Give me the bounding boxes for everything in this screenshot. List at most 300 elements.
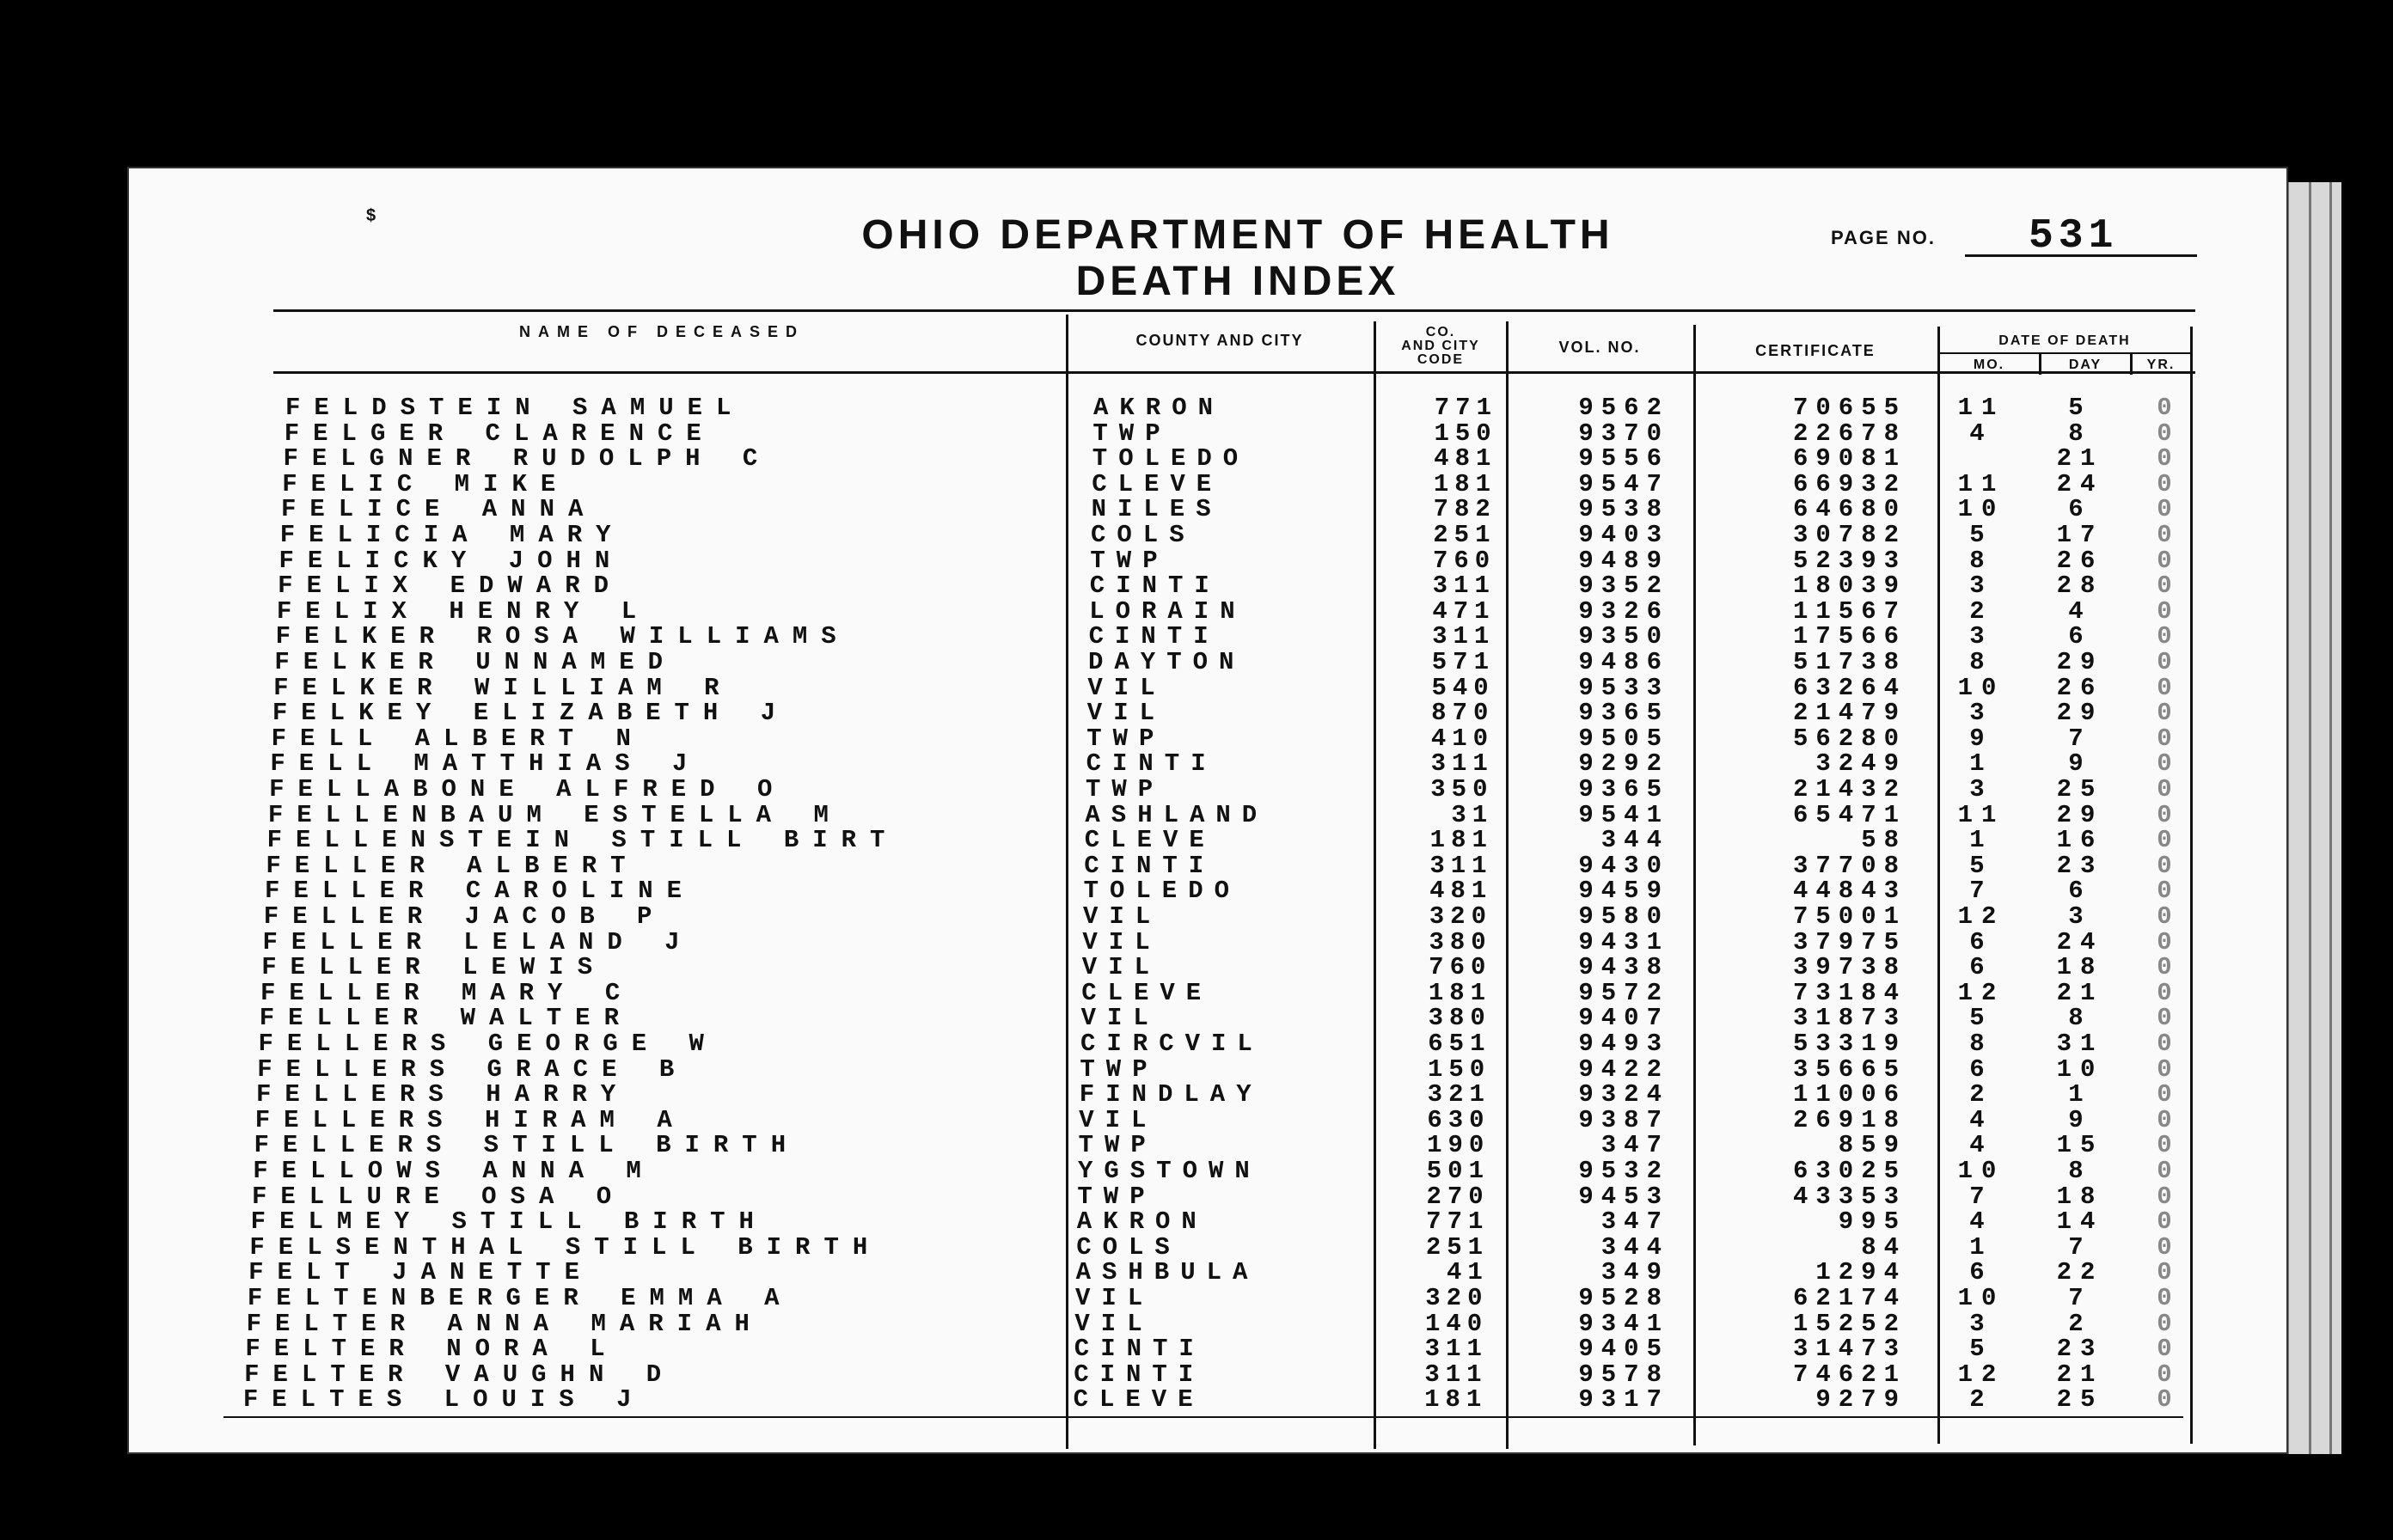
death-year: 0 <box>2157 1105 2172 1134</box>
certificate-number: 75001 <box>1792 902 1906 931</box>
death-month: 4 <box>1969 1131 1993 1160</box>
certificate-number: 74621 <box>1792 1360 1906 1389</box>
certificate-number: 65471 <box>1792 800 1906 829</box>
death-day: 3 <box>2068 902 2092 931</box>
death-day: 22 <box>2056 1258 2104 1287</box>
deceased-name: FELLENSTEIN STILL BIRT <box>266 826 899 855</box>
city-code: 270 <box>1426 1182 1490 1211</box>
death-year: 0 <box>2157 1131 2172 1160</box>
table-row <box>0 571 2393 601</box>
volume-number: 9405 <box>1578 1335 1669 1364</box>
deceased-name: FELGNER RUDOLPH C <box>283 444 772 474</box>
death-year: 0 <box>2157 826 2172 855</box>
city-code: 181 <box>1428 978 1492 1007</box>
volume-number: 9341 <box>1578 1309 1669 1338</box>
death-day: 28 <box>2056 571 2104 601</box>
death-day: 8 <box>2068 1157 2092 1185</box>
death-day: 8 <box>2068 419 2092 448</box>
volume-number: 9350 <box>1578 622 1669 651</box>
city-code: 651 <box>1428 1030 1491 1058</box>
deceased-name: FELIX HENRY L <box>276 596 651 626</box>
county-city: ASHBULA <box>1075 1258 1259 1287</box>
death-year: 0 <box>2157 775 2172 804</box>
county-city: VIL <box>1079 1105 1158 1134</box>
death-day: 15 <box>2056 1131 2104 1160</box>
certificate-number: 9279 <box>1815 1385 1906 1415</box>
volume-number: 9352 <box>1578 571 1669 601</box>
county-city: CINTI <box>1089 571 1221 601</box>
city-code: 870 <box>1431 699 1495 728</box>
death-year: 0 <box>2157 444 2172 474</box>
city-code: 782 <box>1433 495 1496 524</box>
table-row <box>0 978 2393 1007</box>
death-year: 0 <box>2157 1360 2172 1389</box>
deceased-name: FELKER WILLIAM R <box>273 673 733 702</box>
death-day: 16 <box>2056 826 2104 855</box>
certificate-number: 31473 <box>1792 1335 1906 1364</box>
volume-number: 347 <box>1600 1207 1669 1237</box>
death-day: 7 <box>2068 1284 2092 1312</box>
table-row <box>0 546 2393 575</box>
deceased-name: FELICE ANNA <box>280 495 597 524</box>
table-row <box>0 1131 2393 1160</box>
volume-number: 9578 <box>1578 1360 1669 1389</box>
deceased-name: FELIX EDWARD <box>278 571 623 601</box>
volume-number: 9403 <box>1578 521 1669 549</box>
deceased-name: FELICKY JOHN <box>278 546 624 575</box>
county-city: TWP <box>1086 775 1165 804</box>
city-code: 571 <box>1431 648 1495 676</box>
certificate-number: 52393 <box>1792 546 1906 575</box>
county-city: TWP <box>1080 1054 1159 1084</box>
death-month: 11 <box>1957 469 2005 498</box>
volume-number: 9365 <box>1578 775 1669 804</box>
table-row <box>0 394 2393 422</box>
table-row <box>0 648 2393 676</box>
death-day: 5 <box>2068 394 2092 422</box>
table-row <box>0 1309 2393 1338</box>
certificate-number: 1294 <box>1815 1258 1906 1287</box>
city-code: 760 <box>1429 953 1492 982</box>
death-year: 0 <box>2157 1232 2172 1262</box>
death-month: 12 <box>1957 978 2005 1007</box>
death-year: 0 <box>2157 1207 2172 1237</box>
document-title: OHIO DEPARTMENT OF HEALTH <box>861 212 1614 258</box>
table-row <box>0 1157 2393 1185</box>
city-code: 481 <box>1434 444 1497 474</box>
volume-number: 9370 <box>1578 419 1669 448</box>
county-city: LORAIN <box>1089 596 1246 626</box>
volume-number: 9422 <box>1578 1054 1669 1084</box>
death-day: 29 <box>2056 699 2104 728</box>
death-year: 0 <box>2157 1284 2172 1312</box>
volume-number: 9324 <box>1578 1080 1669 1109</box>
city-code: 311 <box>1424 1360 1488 1389</box>
volume-number: 9541 <box>1578 800 1669 829</box>
death-day: 21 <box>2056 444 2104 474</box>
certificate-number: 11006 <box>1792 1080 1906 1109</box>
certificate-number: 37975 <box>1792 927 1906 956</box>
death-day: 25 <box>2056 775 2104 804</box>
city-code: 181 <box>1433 469 1497 498</box>
death-day: 4 <box>2068 596 2092 626</box>
deceased-name: FELLURE OSA O <box>251 1182 626 1211</box>
volume-number: 9317 <box>1578 1385 1669 1415</box>
death-day: 21 <box>2056 978 2104 1007</box>
city-code: 380 <box>1428 1004 1491 1033</box>
death-year: 0 <box>2157 495 2172 524</box>
county-city: CLEVE <box>1081 978 1213 1007</box>
table-row <box>0 596 2393 626</box>
death-month: 8 <box>1969 1030 1993 1058</box>
city-code: 311 <box>1424 1335 1488 1364</box>
death-month: 3 <box>1969 622 1993 651</box>
volume-number: 9292 <box>1578 749 1669 779</box>
table-row <box>0 1207 2393 1237</box>
county-city: CIRCVIL <box>1080 1030 1264 1058</box>
county-city: COLS <box>1091 521 1196 549</box>
certificate-number: 73184 <box>1792 978 1906 1007</box>
certificate-number: 44843 <box>1792 877 1906 906</box>
death-month: 12 <box>1957 902 2005 931</box>
county-city: VIL <box>1081 953 1161 982</box>
death-day: 18 <box>2056 1182 2104 1211</box>
volume-number: 9438 <box>1578 953 1669 982</box>
death-year: 0 <box>2157 724 2172 753</box>
volume-number: 9430 <box>1578 851 1669 880</box>
table-row <box>0 1335 2393 1364</box>
table-row <box>0 851 2393 880</box>
volume-number: 9562 <box>1578 394 1669 422</box>
death-month: 11 <box>1957 394 2005 422</box>
death-year: 0 <box>2157 1335 2172 1364</box>
volume-number: 9580 <box>1578 902 1669 931</box>
city-code: 181 <box>1429 826 1493 855</box>
city-code: 150 <box>1427 1054 1491 1084</box>
county-city: COLS <box>1076 1232 1181 1262</box>
death-day: 17 <box>2056 521 2104 549</box>
death-month: 7 <box>1969 1182 1993 1211</box>
county-city: CINTI <box>1084 851 1215 880</box>
page-number-label: PAGE NO. <box>1831 227 1936 248</box>
certificate-number: 58 <box>1861 826 1906 855</box>
city-code: 311 <box>1430 749 1494 779</box>
table-row <box>0 927 2393 956</box>
table-row <box>0 419 2393 448</box>
col-header-code-2: AND CITY <box>1401 339 1480 353</box>
deceased-name: FELLERS GRACE B <box>257 1054 689 1084</box>
death-month: 10 <box>1957 673 2005 702</box>
county-city: AKRON <box>1076 1207 1208 1237</box>
certificate-number: 859 <box>1838 1131 1906 1160</box>
table-row <box>0 1284 2393 1312</box>
death-day: 23 <box>2056 851 2104 880</box>
table-row <box>0 724 2393 753</box>
county-city: YGSTOWN <box>1078 1157 1261 1185</box>
volume-number: 344 <box>1600 826 1669 855</box>
deceased-name: FELKER UNNAMED <box>274 648 677 676</box>
death-year: 0 <box>2157 622 2172 651</box>
table-row <box>0 1385 2393 1415</box>
death-year: 0 <box>2157 978 2172 1007</box>
death-day: 6 <box>2068 495 2092 524</box>
death-month: 5 <box>1969 1335 1993 1364</box>
county-city: VIL <box>1087 673 1166 702</box>
death-year: 0 <box>2157 749 2172 779</box>
certificate-number: 43353 <box>1792 1182 1906 1211</box>
death-year: 0 <box>2157 953 2172 982</box>
county-city: VIL <box>1075 1284 1154 1312</box>
city-code: 540 <box>1431 673 1495 702</box>
death-year: 0 <box>2157 902 2172 931</box>
death-year: 0 <box>2157 673 2172 702</box>
deceased-name: FELL ALBERT N <box>271 724 645 753</box>
death-year: 0 <box>2157 419 2172 448</box>
certificate-number: 35665 <box>1792 1054 1906 1084</box>
date-subheader-rule <box>1937 352 2190 354</box>
table-row <box>0 1030 2393 1058</box>
death-year: 0 <box>2157 1385 2172 1415</box>
certificate-number: 995 <box>1838 1207 1906 1237</box>
table-row <box>0 622 2393 651</box>
certificate-number: 63025 <box>1792 1157 1906 1185</box>
document-subtitle: DEATH INDEX <box>1075 259 1400 304</box>
certificate-number: 63264 <box>1792 673 1906 702</box>
col-header-certificate: CERTIFICATE <box>1755 342 1876 359</box>
table-row <box>0 444 2393 474</box>
deceased-name: FELSENTHAL STILL BIRTH <box>249 1232 882 1262</box>
deceased-name: FELLERS STILL BIRTH <box>254 1131 800 1160</box>
volume-number: 9486 <box>1578 648 1669 676</box>
volume-number: 9572 <box>1578 978 1669 1007</box>
volume-number: 9493 <box>1578 1030 1669 1058</box>
header-top-rule <box>273 309 2195 312</box>
city-code: 320 <box>1429 902 1492 931</box>
death-day: 24 <box>2056 927 2104 956</box>
death-year: 0 <box>2157 699 2172 728</box>
deceased-name: FELLER WALTER <box>259 1004 633 1033</box>
certificate-number: 62174 <box>1792 1284 1906 1312</box>
death-day: 10 <box>2056 1054 2104 1084</box>
certificate-number: 3249 <box>1815 749 1906 779</box>
deceased-name: FELLABONE ALFRED O <box>269 775 786 804</box>
death-day: 25 <box>2056 1385 2104 1415</box>
county-city: CLEVE <box>1084 826 1215 855</box>
certificate-number: 26918 <box>1792 1105 1906 1134</box>
table-row <box>0 826 2393 855</box>
city-code: 311 <box>1429 851 1493 880</box>
death-month: 12 <box>1957 1360 2005 1389</box>
city-code: 251 <box>1433 521 1496 549</box>
death-month: 8 <box>1969 546 1993 575</box>
page-number-value: 531 <box>2029 213 2119 260</box>
death-day: 18 <box>2056 953 2104 982</box>
rule-day-yr <box>2130 354 2133 375</box>
death-month: 7 <box>1969 877 1993 906</box>
table-row <box>0 749 2393 779</box>
certificate-number: 53319 <box>1792 1030 1906 1058</box>
death-month: 10 <box>1957 1157 2005 1185</box>
deceased-name: FELICIA MARY <box>279 521 625 549</box>
death-day: 24 <box>2056 469 2104 498</box>
death-day: 29 <box>2056 800 2104 829</box>
county-city: TWP <box>1077 1182 1156 1211</box>
table-row <box>0 800 2393 829</box>
table-row <box>0 953 2393 982</box>
certificate-number: 15252 <box>1792 1309 1906 1338</box>
volume-number: 347 <box>1600 1131 1669 1160</box>
death-month: 10 <box>1957 1284 2005 1312</box>
county-city: VIL <box>1082 927 1161 956</box>
deceased-name: FELLER LEWIS <box>261 953 607 982</box>
death-year: 0 <box>2157 851 2172 880</box>
death-year: 0 <box>2157 1182 2172 1211</box>
certificate-number: 84 <box>1861 1232 1906 1262</box>
death-month: 5 <box>1969 521 1993 549</box>
certificate-number: 39738 <box>1792 953 1906 982</box>
death-day: 9 <box>2068 1105 2092 1134</box>
death-day: 7 <box>2068 724 2092 753</box>
death-month: 10 <box>1957 495 2005 524</box>
volume-number: 9365 <box>1578 699 1669 728</box>
certificate-number: 66932 <box>1792 469 1906 498</box>
header-bottom-rule <box>273 371 2195 374</box>
death-day: 8 <box>2068 1004 2092 1033</box>
deceased-name: FELT JANETTE <box>248 1258 593 1287</box>
city-code: 320 <box>1425 1284 1489 1312</box>
death-year: 0 <box>2157 1054 2172 1084</box>
county-city: TOLEDO <box>1092 444 1250 474</box>
volume-number: 9431 <box>1578 927 1669 956</box>
death-year: 0 <box>2157 648 2172 676</box>
death-month: 3 <box>1969 1309 1993 1338</box>
death-month: 3 <box>1969 775 1993 804</box>
death-month: 1 <box>1969 826 1993 855</box>
col-header-county-city: COUNTY AND CITY <box>1135 332 1304 349</box>
death-day: 1 <box>2068 1080 2092 1109</box>
city-code: 311 <box>1432 622 1496 651</box>
col-header-day: DAY <box>2068 358 2102 372</box>
death-year: 0 <box>2157 596 2172 626</box>
deceased-name: FELKER ROSA WILLIAMS <box>275 622 850 651</box>
deceased-name: FELTENBERGER EMMA A <box>247 1284 793 1312</box>
col-header-name: NAME OF DECEASED <box>518 323 805 340</box>
death-year: 0 <box>2157 394 2172 422</box>
death-month: 11 <box>1957 800 2005 829</box>
death-day: 14 <box>2056 1207 2104 1237</box>
deceased-name: FELLERS HARRY <box>255 1080 630 1109</box>
table-row <box>0 1080 2393 1109</box>
death-year: 0 <box>2157 1030 2172 1058</box>
death-month: 6 <box>1969 1258 1993 1287</box>
col-header-mo: MO. <box>1973 358 2005 372</box>
death-month: 5 <box>1969 851 1993 880</box>
table-row <box>0 902 2393 931</box>
certificate-number: 56280 <box>1792 724 1906 753</box>
city-code: 311 <box>1432 571 1496 601</box>
death-year: 0 <box>2157 877 2172 906</box>
table-row <box>0 699 2393 728</box>
county-city: VIL <box>1086 699 1166 728</box>
certificate-number: 21432 <box>1792 775 1906 804</box>
death-day: 9 <box>2068 749 2092 779</box>
volume-number: 9459 <box>1578 877 1669 906</box>
deceased-name: FELLER LELAND J <box>262 927 694 956</box>
death-month: 4 <box>1969 419 1993 448</box>
city-code: 150 <box>1434 419 1497 448</box>
county-city: CINTI <box>1086 749 1217 779</box>
certificate-number: 30782 <box>1792 521 1906 549</box>
county-city: TWP <box>1086 724 1166 753</box>
county-city: FINDLAY <box>1079 1080 1263 1109</box>
col-header-date-of-death: DATE OF DEATH <box>1998 333 2131 348</box>
county-city: VIL <box>1074 1309 1154 1338</box>
death-month: 4 <box>1969 1105 1993 1134</box>
volume-number: 9547 <box>1578 469 1669 498</box>
death-month: 8 <box>1969 648 1993 676</box>
deceased-name: FELGER CLARENCE <box>284 419 715 448</box>
city-code: 501 <box>1426 1157 1490 1185</box>
death-year: 0 <box>2157 1309 2172 1338</box>
certificate-number: 11567 <box>1792 596 1906 626</box>
table-row <box>0 469 2393 498</box>
city-code: 321 <box>1427 1080 1490 1109</box>
death-year: 0 <box>2157 927 2172 956</box>
death-day: 21 <box>2056 1360 2104 1389</box>
col-header-code-3: CODE <box>1417 352 1465 367</box>
death-year: 0 <box>2157 571 2172 601</box>
death-month: 1 <box>1969 1232 1993 1262</box>
death-day: 2 <box>2068 1309 2092 1338</box>
volume-number: 9538 <box>1578 495 1669 524</box>
death-month: 6 <box>1969 1054 1993 1084</box>
deceased-name: FELTER ANNA MARIAH <box>246 1309 763 1338</box>
death-day: 23 <box>2056 1335 2104 1364</box>
county-city: VIL <box>1083 902 1162 931</box>
table-row <box>0 1004 2393 1033</box>
county-city: TWP <box>1092 419 1172 448</box>
deceased-name: FELKEY ELIZABETH J <box>272 699 790 728</box>
deceased-name: FELLERS GEORGE W <box>258 1030 718 1058</box>
certificate-number: 64680 <box>1792 495 1906 524</box>
volume-number: 9387 <box>1578 1105 1669 1134</box>
city-code: 380 <box>1429 927 1492 956</box>
deceased-name: FELL MATTHIAS J <box>270 749 701 779</box>
city-code: 41 <box>1446 1258 1489 1287</box>
certificate-number: 21479 <box>1792 699 1906 728</box>
death-month: 9 <box>1969 724 1993 753</box>
death-month: 4 <box>1969 1207 1993 1237</box>
corner-mark: $ <box>366 206 376 225</box>
county-city: CLEVE <box>1092 469 1223 498</box>
deceased-name: FELDSTEIN SAMUEL <box>285 394 745 422</box>
county-city: VIL <box>1080 1004 1160 1033</box>
death-day: 26 <box>2056 546 2104 575</box>
volume-number: 349 <box>1600 1258 1669 1287</box>
county-city: TOLEDO <box>1083 877 1241 906</box>
volume-number: 9556 <box>1578 444 1669 474</box>
certificate-number: 37708 <box>1792 851 1906 880</box>
death-year: 0 <box>2157 1157 2172 1185</box>
city-code: 181 <box>1424 1385 1488 1415</box>
death-month: 3 <box>1969 571 1993 601</box>
table-row <box>0 1258 2393 1287</box>
death-month: 2 <box>1969 596 1993 626</box>
county-city: NILES <box>1091 495 1222 524</box>
city-code: 31 <box>1451 800 1494 829</box>
death-day: 6 <box>2068 877 2092 906</box>
deceased-name: FELMEY STILL BIRTH <box>250 1207 768 1237</box>
